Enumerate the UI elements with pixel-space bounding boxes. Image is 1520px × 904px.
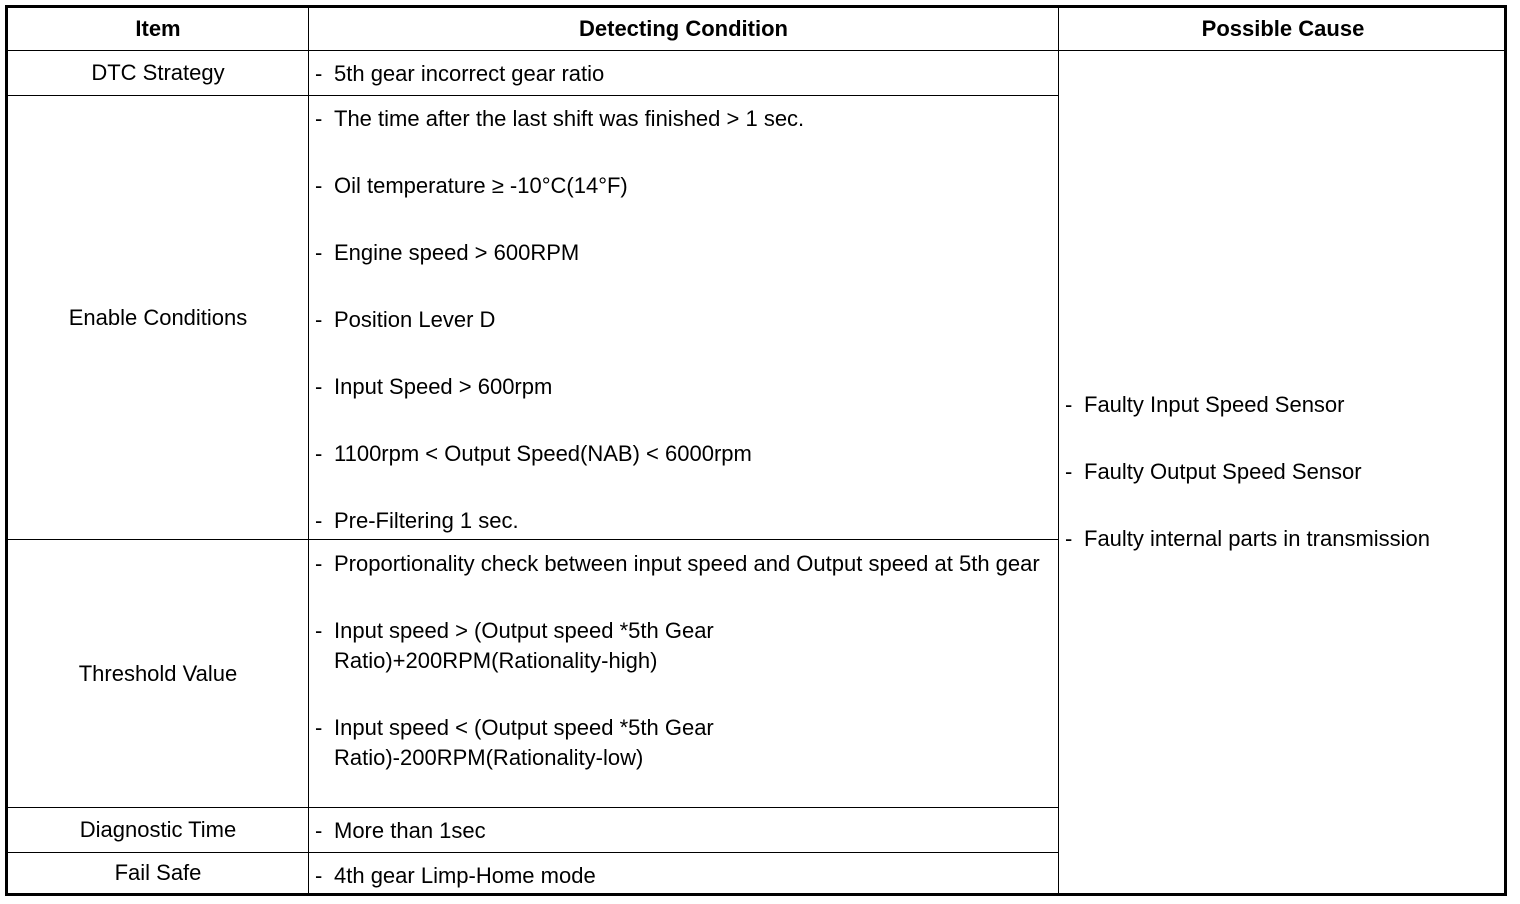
condition-line: - 5th gear incorrect gear ratio <box>315 59 1057 89</box>
condition-cell-enable-conditions <box>309 104 1057 536</box>
cause-line: - Faulty internal parts in transmission <box>1065 524 1507 554</box>
condition-line: - Engine speed > 600RPM <box>315 238 1057 268</box>
header-item: Item <box>135 16 181 41</box>
possible-cause-cell <box>1059 51 1507 893</box>
item-dtc-strategy: DTC Strategy <box>91 60 225 85</box>
cause-line: - Faulty Input Speed Sensor <box>1065 390 1507 420</box>
condition-line: - Oil temperature ≥ -10°C(14°F) <box>315 171 1057 201</box>
diagnostic-table <box>5 5 1507 896</box>
header-detecting-condition: Detecting Condition <box>579 16 788 41</box>
condition-line: - 1100rpm < Output Speed(NAB) < 6000rpm <box>315 439 1057 469</box>
header-possible-cause: Possible Cause <box>1201 16 1365 41</box>
condition-line: - Position Lever D <box>315 305 1057 335</box>
condition-line: - The time after the last shift was finished > 1 sec. <box>315 104 1057 134</box>
condition-cell-threshold-value <box>309 549 1049 773</box>
cause-line: - Faulty Output Speed Sensor <box>1065 457 1507 487</box>
condition-line: - Input speed > (Output speed *5th Gear Ratio)+200RPM(Rationality-high) <box>315 616 774 676</box>
condition-line: - Input Speed > 600rpm <box>315 372 1057 402</box>
condition-line: - Pre-Filtering 1 sec. <box>315 506 1057 536</box>
condition-line: - Input speed < (Output speed *5th Gear Ratio)-200RPM(Rationality-low) <box>315 713 774 773</box>
condition-line: - Proportionality check between input speed and Output speed at 5th gear <box>315 549 1049 579</box>
item-threshold-value: Threshold Value <box>78 660 238 686</box>
condition-cell-fail-safe <box>309 861 1057 891</box>
item-fail-safe: Fail Safe <box>114 860 202 885</box>
condition-cell-diagnostic-time <box>309 816 1057 846</box>
condition-line: - More than 1sec <box>315 816 1057 846</box>
item-diagnostic-time: Diagnostic Time <box>79 817 237 842</box>
condition-line: - 4th gear Limp-Home mode <box>315 861 1057 891</box>
condition-cell-dtc-strategy <box>309 59 1057 89</box>
item-enable-conditions: Enable Conditions <box>68 304 248 330</box>
